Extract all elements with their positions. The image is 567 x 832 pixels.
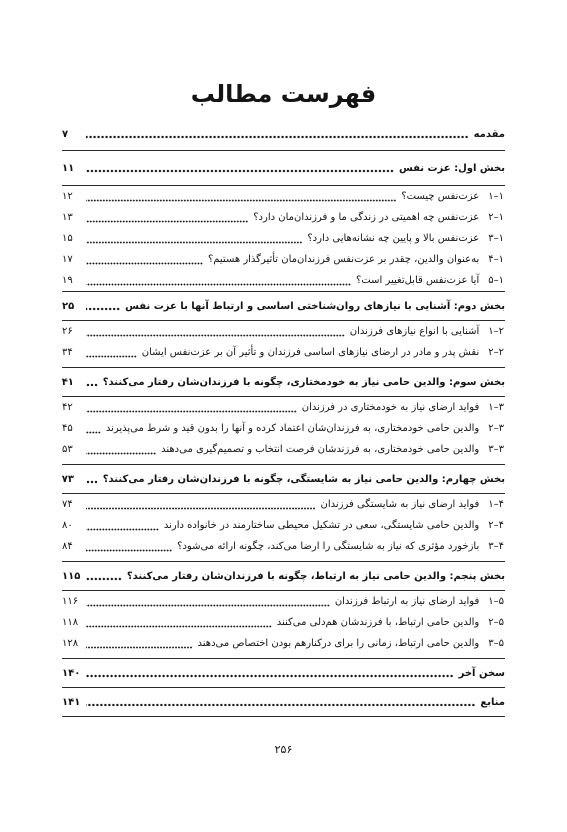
page-number: ۵۳: [62, 444, 73, 455]
dot-leader: [86, 377, 98, 387]
item-title: والدین حامی خودمختاری، به فرزندشان فرصت انتخاب و تصمیم‌گیری می‌دهند: [161, 444, 480, 455]
item-title: نقش پدر و مادر در ارضای نیازهای اساسی فرزندان و تأثیر آن بر عزت‌نفس ایشان: [141, 347, 480, 358]
section-title: بخش چهارم: والدین حامی نیاز به شایستگی، چگونه با فرزندان‌شان رفتار می‌کنند؟: [102, 473, 505, 485]
toc-item-5-3: [62, 633, 505, 654]
item-number: ۲–۱: [488, 326, 504, 337]
item-title: والدین حامی خودمختاری، به فرزندان‌شان اعتماد کرده و آنها را بدون قید و شرط می‌پذیرند: [105, 423, 480, 434]
item-title: فواید ارضای نیاز به خودمختاری در فرزندان: [301, 402, 480, 413]
toc-item-4-2: [62, 515, 505, 536]
toc-item-3-2: [62, 418, 505, 439]
page-number: ۱۱: [62, 162, 75, 174]
item-title: فواید ارضای نیاز به ارتباط فرزندان: [334, 596, 480, 607]
item-title: والدین حامی شایستگی، سعی در تشکیل محیطی ساختارمند در خانواده دارند: [163, 520, 480, 531]
item-number: ۴–۲: [488, 520, 504, 531]
toc-item-3-1: [62, 397, 505, 418]
toc-item-4-1: [62, 494, 505, 515]
section-title: بخش سوم: والدین حامی نیاز به خودمختاری، چگونه با فرزندان‌شان رفتار می‌کنند؟: [102, 376, 505, 388]
dot-leader: [86, 697, 475, 707]
page-number: ۲۶: [62, 326, 73, 337]
item-title: عزت‌نفس چیست؟: [401, 191, 480, 202]
page-number: ۷: [62, 128, 69, 140]
page-number: ۱۴۱: [62, 696, 81, 708]
page-number: ۱۹: [62, 275, 73, 286]
item-number: ۱–۵: [488, 275, 504, 286]
dot-leader: [86, 163, 394, 173]
item-number: ۳–۱: [488, 402, 504, 413]
dot-leader: [86, 668, 454, 678]
section-title: بخش اول: عزت نفس: [398, 162, 505, 174]
item-number: ۳–۳: [488, 444, 504, 455]
page-footer-number: ۲۵۶: [274, 743, 293, 756]
page-number: ۴۵: [62, 423, 73, 434]
page-number: ۴۲: [62, 402, 73, 413]
dot-leader: [86, 403, 297, 413]
item-title: آشنایی با انواع نیازهای فرزندان: [349, 326, 480, 337]
dot-leader: [86, 445, 156, 455]
page-number: ۱۱۶: [62, 596, 79, 607]
toc-item-1-2: [62, 207, 505, 228]
toc-item-1-3: [62, 228, 505, 249]
dot-leader: [86, 327, 345, 337]
toc-entry-closing: [62, 658, 505, 687]
item-number: ۴–۱: [488, 499, 504, 510]
item-number: ۱–۳: [488, 233, 504, 244]
entry-title: سخن آخر: [458, 667, 505, 679]
page-title: فهرست مطالب: [190, 80, 377, 108]
item-number: ۱–۱: [488, 191, 504, 202]
item-number: ۳–۲: [488, 423, 504, 434]
item-title: آیا عزت‌نفس قابل‌تغییر است؟: [355, 275, 480, 286]
toc-section-3: [62, 367, 505, 397]
page-number: ۴۱: [62, 376, 74, 388]
dot-leader: [86, 597, 330, 607]
section-3-items: [62, 397, 505, 464]
dot-leader: [86, 500, 316, 510]
toc-item-3-3: [62, 439, 505, 460]
section-4-items: [62, 494, 505, 561]
section-1-items: [62, 186, 505, 291]
dot-leader: [86, 192, 396, 202]
toc-section-1: [62, 150, 505, 186]
dot-leader: [86, 424, 101, 434]
page-number: ۲۵: [62, 300, 75, 312]
page-number: ۷۳: [62, 473, 74, 485]
table-of-contents: [62, 118, 505, 717]
page-number: ۱۲۸: [62, 638, 79, 649]
toc-item-1-5: [62, 270, 505, 291]
dot-leader: [86, 618, 272, 628]
item-number: ۵–۳: [488, 638, 504, 649]
page-number: ۱۵: [62, 233, 73, 244]
toc-item-2-2: [62, 342, 505, 363]
dot-leader: [86, 301, 120, 311]
page-number: ۱۱۵: [62, 570, 81, 582]
dot-leader: [86, 474, 98, 484]
toc-item-5-1: [62, 591, 505, 612]
toc-item-5-2: [62, 612, 505, 633]
dot-leader: [86, 348, 137, 358]
item-number: ۱–۲: [488, 212, 504, 223]
toc-item-2-1: [62, 321, 505, 342]
item-number: ۴–۳: [488, 541, 504, 552]
dot-leader: [86, 255, 203, 265]
toc-entry-references: [62, 687, 505, 717]
item-number: ۵–۲: [488, 617, 504, 628]
item-title: بازخورد مؤثری که نیاز به شایستگی را ارضا می‌کند، چگونه ارائه می‌شود؟: [177, 541, 480, 552]
page-number: ۱۷: [62, 254, 73, 265]
page-number: ۷۴: [62, 499, 73, 510]
dot-leader: [86, 521, 159, 531]
entry-title: منابع: [480, 696, 505, 708]
page-number: ۸۴: [62, 541, 73, 552]
page-number: ۱۲: [62, 191, 73, 202]
section-title: بخش دوم: آشنایی با نیازهای روان‌شناختی اساسی و ارتباط آنها با عزت نفس: [125, 300, 505, 312]
dot-leader: [86, 276, 351, 286]
toc-entry-intro: [62, 118, 505, 150]
dot-leader: [86, 213, 248, 223]
item-title: فواید ارضای نیاز به شایستگی فرزندان: [320, 499, 480, 510]
item-title: به‌عنوان والدین، چقدر بر عزت‌نفس فرزندان‌مان تأثیرگذار هستیم؟: [207, 254, 480, 265]
toc-item-4-3: [62, 536, 505, 557]
page-number: ۳۴: [62, 347, 73, 358]
page-number: ۱۱۸: [62, 617, 79, 628]
item-number: ۵–۱: [488, 596, 504, 607]
toc-item-1-4: [62, 249, 505, 270]
toc-item-1-1: [62, 186, 505, 207]
dot-leader: [86, 129, 469, 139]
dot-leader: [86, 234, 302, 244]
item-number: ۲–۲: [488, 347, 504, 358]
dot-leader: [86, 571, 122, 581]
item-title: والدین حامی ارتباط، زمانی را برای درکنارهم بودن اختصاص می‌دهند: [197, 638, 480, 649]
item-number: ۱–۴: [488, 254, 504, 265]
dot-leader: [86, 639, 193, 649]
section-5-items: [62, 591, 505, 658]
item-title: والدین حامی ارتباط، با فرزندشان هم‌دلی می‌کنند: [276, 617, 480, 628]
dot-leader: [86, 542, 172, 552]
toc-section-5: [62, 561, 505, 591]
toc-section-2: [62, 291, 505, 321]
toc-section-4: [62, 464, 505, 494]
page-number: ۱۴۰: [62, 667, 81, 679]
section-title: بخش پنجم: والدین حامی نیاز به ارتباط، چگونه با فرزندان‌شان رفتار می‌کنند؟: [126, 570, 505, 582]
entry-title: مقدمه: [473, 128, 505, 140]
page-number: ۱۳: [62, 212, 73, 223]
page-number: ۸۰: [62, 520, 73, 531]
section-2-items: [62, 321, 505, 367]
item-title: عزت‌نفس چه اهمیتی در زندگی ما و فرزندان‌مان دارد؟: [253, 212, 480, 223]
item-title: عزت‌نفس بالا و پایین چه نشانه‌هایی دارد؟: [307, 233, 480, 244]
